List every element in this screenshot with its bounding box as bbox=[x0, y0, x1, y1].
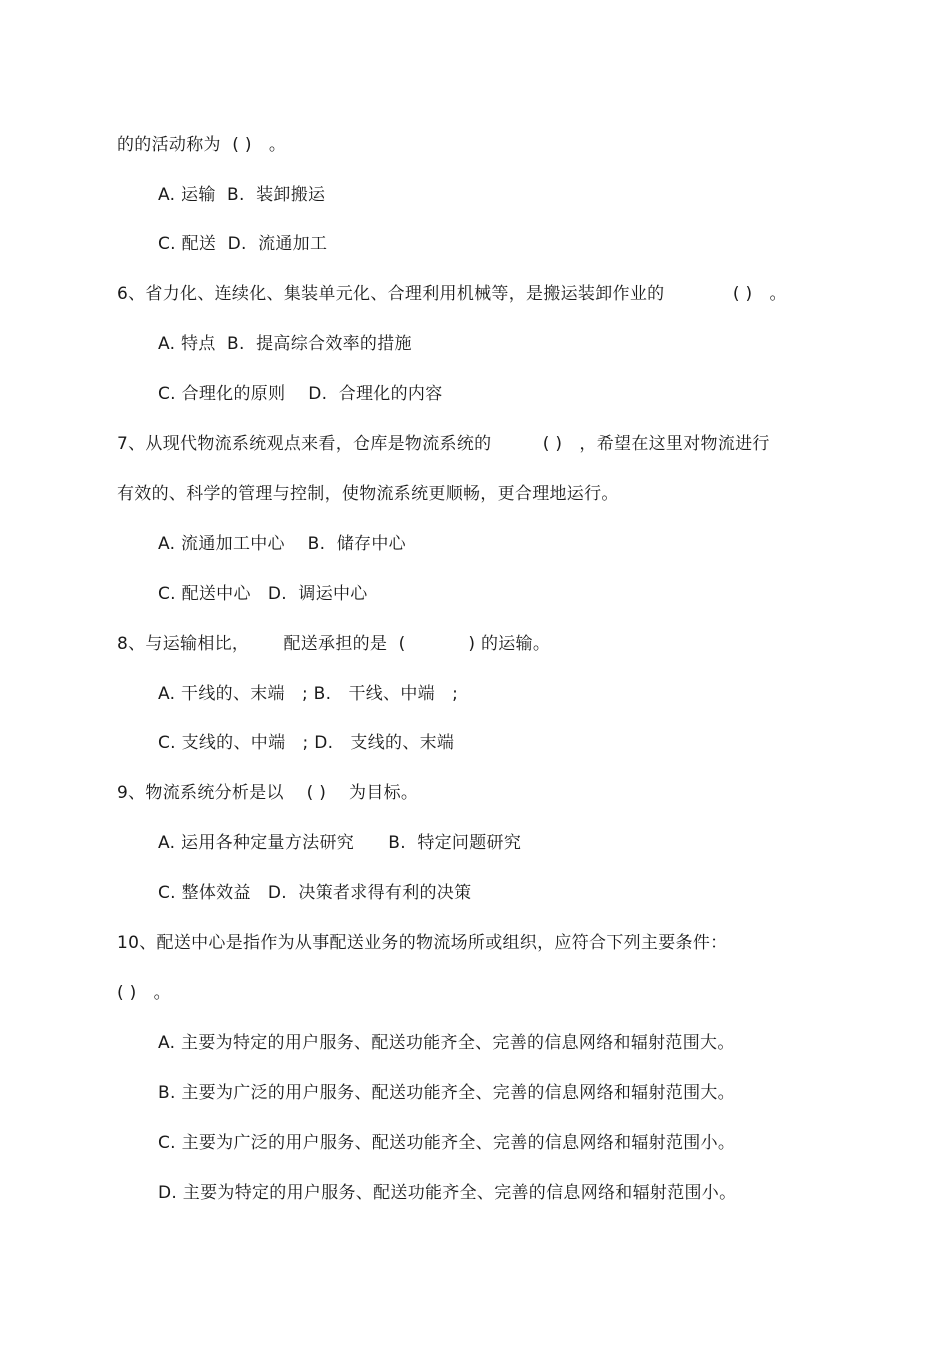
q5-options-cd: C. 配送 D. 流通加工 bbox=[158, 234, 328, 254]
q7-options-ab: A. 流通加工中心 B. 储存中心 bbox=[158, 534, 406, 554]
question-10-stem: 10、配送中心是指作为从事配送业务的物流场所或组织，应符合下列主要条件： bbox=[117, 933, 728, 953]
question-7-stem-cont: 有效的、科学的管理与控制，使物流系统更顺畅，更合理地运行。 bbox=[117, 484, 619, 504]
q10-option-d: D. 主要为特定的用户服务、配送功能齐全、完善的信息网络和辐射范围小。 bbox=[158, 1183, 737, 1203]
question-8-stem: 8、与运输相比， 配送承担的是 ( ) 的运输。 bbox=[117, 634, 551, 654]
q10-option-c: C. 主要为广泛的用户服务、配送功能齐全、完善的信息网络和辐射范围小。 bbox=[158, 1133, 736, 1153]
q10-option-a: A. 主要为特定的用户服务、配送功能齐全、完善的信息网络和辐射范围大。 bbox=[158, 1033, 735, 1053]
q7-options-cd: C. 配送中心 D. 调运中心 bbox=[158, 584, 368, 604]
q6-options-cd: C. 合理化的原则 D. 合理化的内容 bbox=[158, 384, 443, 404]
q8-options-cd: C. 支线的、中端 ; D. 支线的、末端 bbox=[158, 733, 455, 753]
question-9-stem: 9、物流系统分析是以 ( ) 为目标。 bbox=[117, 783, 419, 803]
question-6-stem: 6、省力化、连续化、集装单元化、合理利用机械等，是搬运装卸作业的 ( ) 。 bbox=[117, 284, 787, 304]
q9-options-ab: A. 运用各种定量方法研究 B. 特定问题研究 bbox=[158, 833, 522, 853]
question-7-stem: 7、从现代物流系统观点来看，仓库是物流系统的 ( ) ，希望在这里对物流进行 bbox=[117, 434, 770, 454]
q8-options-ab: A. 干线的、末端 ; B. 干线、中端 ; bbox=[158, 684, 459, 704]
q9-options-cd: C. 整体效益 D. 决策者求得有利的决策 bbox=[158, 883, 472, 903]
question-5-stem-tail: 的的活动称为 ( ) 。 bbox=[117, 135, 287, 155]
question-10-stem-cont: ( ) 。 bbox=[117, 983, 171, 1003]
q6-options-ab: A. 特点 B. 提高综合效率的措施 bbox=[158, 334, 412, 354]
q5-options-ab: A. 运输 B. 装卸搬运 bbox=[158, 185, 326, 205]
q10-option-b: B. 主要为广泛的用户服务、配送功能齐全、完善的信息网络和辐射范围大。 bbox=[158, 1083, 735, 1103]
